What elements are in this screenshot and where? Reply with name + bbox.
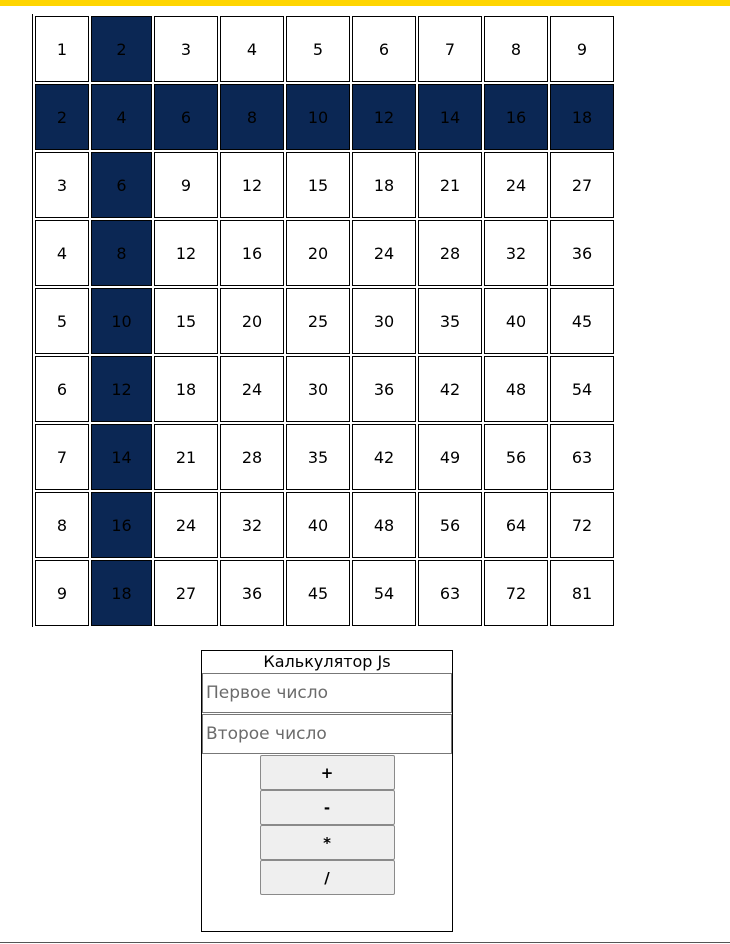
bottom-divider: [0, 942, 730, 943]
table-cell: 9: [35, 560, 89, 626]
table-cell: 18: [154, 356, 218, 422]
table-row: [35, 16, 614, 82]
table-cell: 12: [91, 356, 152, 422]
table-cell: 7: [35, 424, 89, 490]
table-cell: 5: [286, 16, 350, 82]
table-cell: 14: [418, 84, 482, 150]
calculator-title: Калькулятор Js: [263, 652, 391, 671]
table-cell: 4: [35, 220, 89, 286]
table-cell: 72: [484, 560, 548, 626]
table-cell: 32: [484, 220, 548, 286]
table-cell: 35: [286, 424, 350, 490]
table-cell: 24: [154, 492, 218, 558]
table-cell: 20: [286, 220, 350, 286]
table-cell: 45: [286, 560, 350, 626]
table-cell: 35: [418, 288, 482, 354]
table-cell: 63: [418, 560, 482, 626]
table-cell: 18: [352, 152, 416, 218]
table-cell: 24: [484, 152, 548, 218]
second-number-input[interactable]: [202, 714, 452, 754]
table-cell: 21: [154, 424, 218, 490]
operation-buttons: [202, 755, 452, 895]
table-row: [35, 356, 614, 422]
table-cell: 30: [352, 288, 416, 354]
table-cell: 81: [550, 560, 614, 626]
table-cell: 8: [91, 220, 152, 286]
table-cell: 54: [550, 356, 614, 422]
table-row: [35, 152, 614, 218]
table-cell: 3: [35, 152, 89, 218]
subtract-button[interactable]: -: [260, 790, 395, 825]
table-cell: 30: [286, 356, 350, 422]
table-cell: 54: [352, 560, 416, 626]
table-cell: 36: [220, 560, 284, 626]
table-cell: 40: [286, 492, 350, 558]
top-accent-bar: [0, 0, 730, 6]
multiplication-table: [33, 14, 616, 628]
table-cell: 25: [286, 288, 350, 354]
table-cell: 42: [418, 356, 482, 422]
table-cell: 28: [418, 220, 482, 286]
table-cell: 12: [220, 152, 284, 218]
table-cell: 48: [352, 492, 416, 558]
table-cell: 27: [550, 152, 614, 218]
table-cell: 64: [484, 492, 548, 558]
table-cell: 12: [154, 220, 218, 286]
table-cell: 48: [484, 356, 548, 422]
table-row: [35, 220, 614, 286]
table-cell: 27: [154, 560, 218, 626]
table-cell: 42: [352, 424, 416, 490]
table-cell: 6: [154, 84, 218, 150]
table-row: [35, 84, 614, 150]
table-cell: 56: [418, 492, 482, 558]
table-cell: 7: [418, 16, 482, 82]
table-cell: 4: [91, 84, 152, 150]
table-cell: 15: [154, 288, 218, 354]
table-cell: 36: [550, 220, 614, 286]
multiply-button[interactable]: *: [260, 825, 395, 860]
table-row: [35, 288, 614, 354]
table-cell: 16: [91, 492, 152, 558]
table-row: [35, 560, 614, 626]
table-cell: 32: [220, 492, 284, 558]
table-cell: 24: [220, 356, 284, 422]
table-cell: 10: [286, 84, 350, 150]
table-cell: 12: [352, 84, 416, 150]
table-cell: 8: [35, 492, 89, 558]
divide-button[interactable]: /: [260, 860, 395, 895]
table-cell: 16: [484, 84, 548, 150]
table-row: [35, 492, 614, 558]
table-cell: 72: [550, 492, 614, 558]
table-cell: 36: [352, 356, 416, 422]
calculator: [201, 650, 453, 932]
table-cell: 63: [550, 424, 614, 490]
table-cell: 6: [352, 16, 416, 82]
table-cell: 6: [35, 356, 89, 422]
table-row: [35, 424, 614, 490]
table-cell: 18: [91, 560, 152, 626]
table-cell: 18: [550, 84, 614, 150]
table-cell: 24: [352, 220, 416, 286]
table-cell: 1: [35, 16, 89, 82]
table-cell: 49: [418, 424, 482, 490]
table-cell: 56: [484, 424, 548, 490]
table-cell: 45: [550, 288, 614, 354]
table-cell: 14: [91, 424, 152, 490]
table-cell: 28: [220, 424, 284, 490]
table-cell: 6: [91, 152, 152, 218]
table-cell: 4: [220, 16, 284, 82]
table-cell: 2: [91, 16, 152, 82]
table-cell: 9: [550, 16, 614, 82]
add-button[interactable]: +: [260, 755, 395, 790]
first-number-input[interactable]: [202, 673, 452, 713]
table-cell: 16: [220, 220, 284, 286]
table-cell: 8: [220, 84, 284, 150]
table-cell: 40: [484, 288, 548, 354]
table-cell: 9: [154, 152, 218, 218]
table-cell: 10: [91, 288, 152, 354]
table-cell: 8: [484, 16, 548, 82]
table-cell: 15: [286, 152, 350, 218]
table-cell: 20: [220, 288, 284, 354]
table-cell: 2: [35, 84, 89, 150]
table-cell: 5: [35, 288, 89, 354]
multiplication-table-container: [32, 14, 622, 627]
table-cell: 3: [154, 16, 218, 82]
table-cell: 21: [418, 152, 482, 218]
